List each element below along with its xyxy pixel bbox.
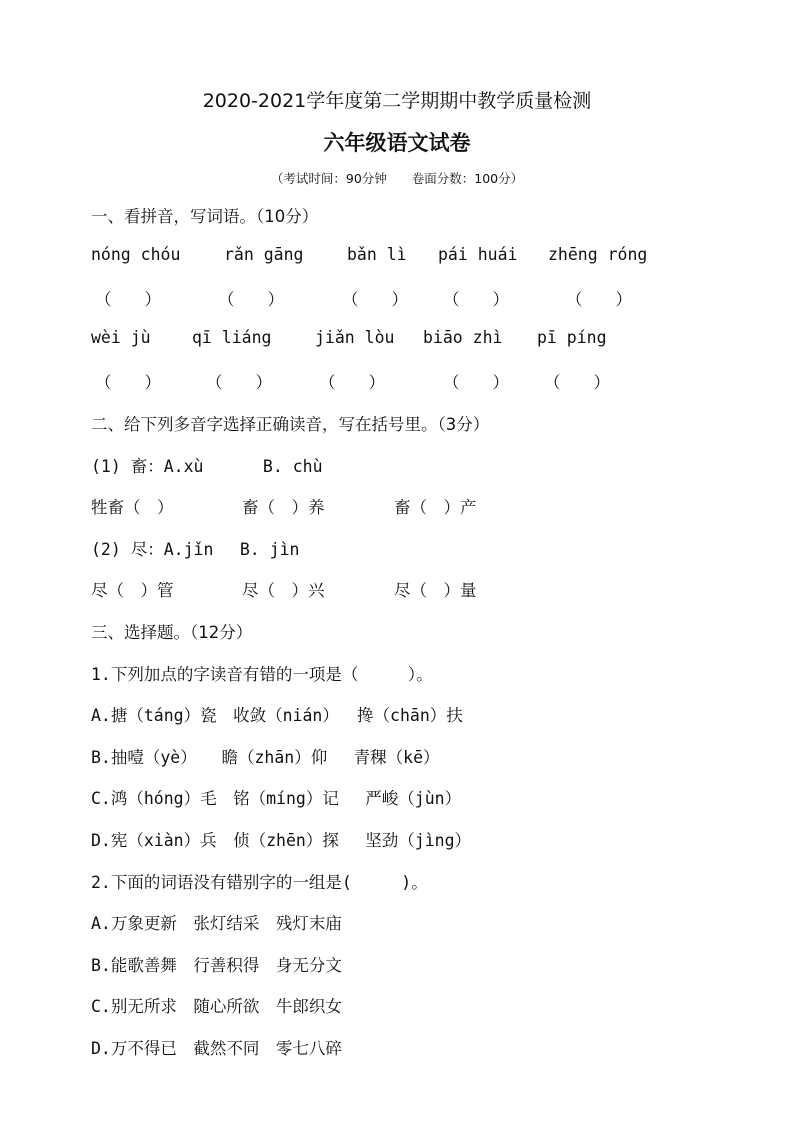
choice-option[interactable]: C.别无所求 随心所欲 牛郎织女	[91, 997, 342, 1016]
choice-option[interactable]: A.万象更新 张灯结采 残灯末庙	[91, 914, 342, 933]
exam-title: 2020-2021学年度第二学期期中教学质量检测	[202, 90, 592, 112]
pinyin-item: biāo zhì	[423, 328, 503, 347]
answer-blank[interactable]: （ ）	[206, 373, 272, 392]
answer-blank[interactable]: （ ）	[443, 373, 509, 392]
choice-option[interactable]: C.鸿（hóng）毛 铭（míng）记 严峻（jùn）	[91, 789, 462, 808]
exam-info: （考试时间：90分钟 卷面分数：100分）	[270, 171, 524, 186]
answer-blank[interactable]: （ ）	[218, 290, 284, 309]
pinyin-item: qī liáng	[192, 328, 272, 347]
pinyin-item: pái huái	[438, 245, 518, 264]
polyphone-item[interactable]: 尽（ ）量	[394, 581, 477, 600]
pinyin-item: pī píng	[537, 328, 607, 347]
polyphone-item[interactable]: 牲畜（ ）	[91, 498, 174, 517]
choice-question-2: 2.下面的词语没有错别字的一组是( )。	[91, 873, 428, 892]
section1-heading: 一、看拼音，写词语。（10分）	[91, 207, 319, 226]
pinyin-item: bǎn lì	[347, 245, 407, 264]
pinyin-item: nóng chóu	[91, 245, 181, 264]
answer-blank[interactable]: （ ）	[342, 290, 408, 309]
choice-option[interactable]: B.能歌善舞 行善积得 身无分文	[91, 956, 342, 975]
polyphone-item[interactable]: 尽（ ）兴	[242, 581, 325, 600]
exam-subtitle: 六年级语文试卷	[323, 131, 471, 155]
answer-blank[interactable]: （ ）	[95, 290, 161, 309]
answer-blank[interactable]: （ ）	[443, 290, 509, 309]
answer-blank[interactable]: （ ）	[544, 373, 610, 392]
polyphone-item[interactable]: 畜（ ）养	[242, 498, 325, 517]
polyphone-item[interactable]: 畜（ ）产	[394, 498, 477, 517]
pinyin-item: zhēng róng	[548, 245, 648, 264]
section3-heading: 三、选择题。（12分）	[91, 623, 253, 642]
answer-blank[interactable]: （ ）	[566, 290, 632, 309]
choice-option[interactable]: D.万不得已 截然不同 零七八碎	[91, 1039, 342, 1058]
pinyin-item: wèi jù	[91, 328, 151, 347]
choice-option[interactable]: D.宪（xiàn）兵 侦（zhēn）探 坚劲（jìng）	[91, 831, 472, 850]
answer-blank[interactable]: （ ）	[319, 373, 385, 392]
polyphone-item[interactable]: 尽（ ）管	[91, 581, 174, 600]
choice-question-1: 1.下列加点的字读音有错的一项是（ ）。	[91, 665, 433, 684]
section2-heading: 二、给下列多音字选择正确读音，写在括号里。（3分）	[91, 415, 490, 434]
answer-blank[interactable]: （ ）	[95, 373, 161, 392]
choice-option[interactable]: B.抽噎（yè） 瞻（zhān）仰 青稞（kē）	[91, 748, 440, 767]
polyphone-question-2: (2) 尽：A.jǐn B. jìn	[91, 540, 300, 559]
pinyin-item: jiǎn lòu	[315, 328, 395, 347]
pinyin-item: rǎn gāng	[224, 245, 304, 264]
choice-option[interactable]: A.搪（táng）瓷 收敛（nián） 搀（chān）扶	[91, 706, 463, 725]
polyphone-question-1: (1) 畜：A.xù B. chù	[91, 457, 323, 476]
